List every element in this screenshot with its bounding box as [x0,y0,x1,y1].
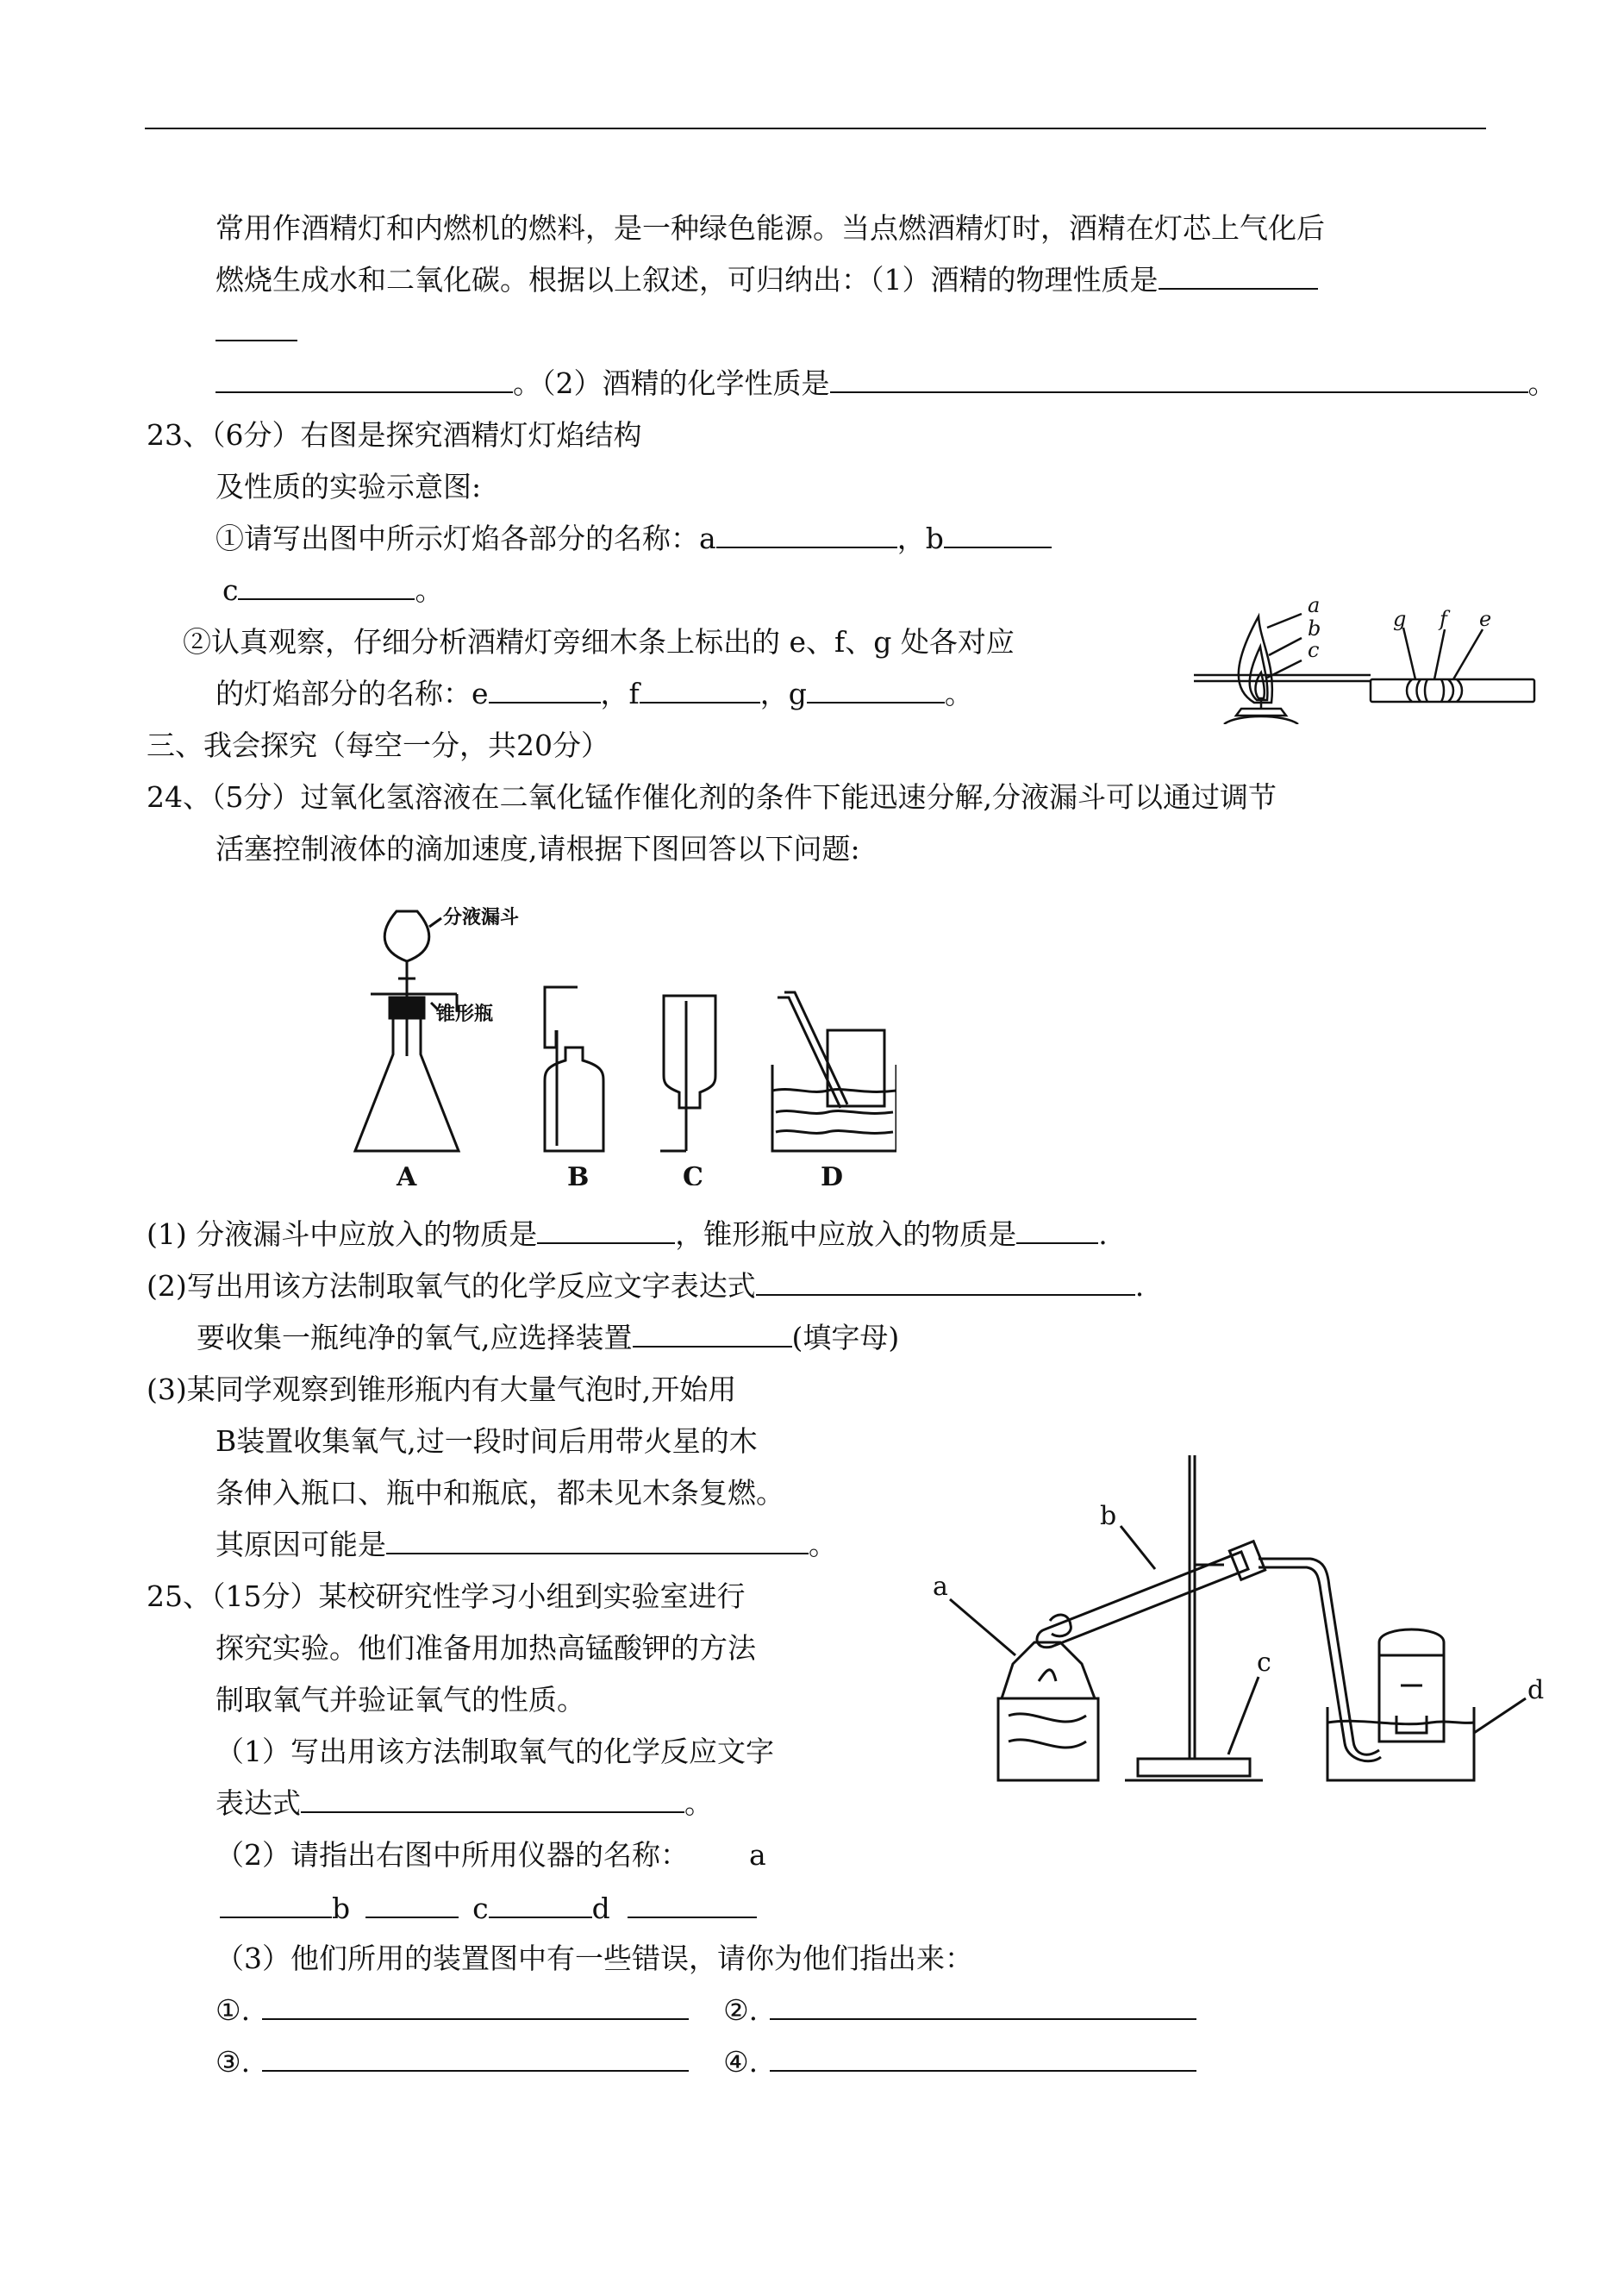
text-line: 活塞控制液体的滴加速度,请根据下图回答以下问题: [215,832,860,866]
answer-blank[interactable] [770,1992,1196,2020]
answer-blank[interactable] [716,521,897,548]
label-f: f [1440,607,1447,631]
answer-blank[interactable] [220,1891,332,1918]
label-C: C [683,1162,703,1185]
label-a: a [1308,595,1321,617]
answer-blank[interactable] [830,366,1528,393]
text-line: ①请写出图中所示灯焰各部分的名称：a ，b [215,520,1052,558]
text-line: ②认真观察，仔细分析酒精灯旁细木条上标出的 e、f、g 处各对应 [183,625,1015,659]
apparatus-abcd-figure [345,901,896,1185]
inner-flame [1255,672,1264,698]
answer-blank[interactable] [238,572,415,600]
text-line: 及性质的实验示意图: [215,470,482,503]
text-line: 要收集一瓶纯净的氧气,应选择装置 (填字母) [197,1321,900,1354]
apparatus-b [545,987,603,1151]
label-flask: 锥形瓶 [436,1003,494,1025]
text-line: （2）请指出右图中所用仪器的名称： a [215,1838,766,1872]
kmno4-apparatus-figure [931,1448,1552,1785]
label-c: c [1308,638,1320,662]
label-D: D [821,1162,844,1185]
question-23-title: 23、（6分）右图是探究酒精灯灯焰结构 [147,418,642,452]
text-line: (2)写出用该方法制取氧气的化学反应文字表达式 . [147,1269,1145,1303]
label-B: B [567,1162,590,1185]
label-funnel: 分液漏斗 [443,906,520,929]
answer-blank[interactable] [1159,262,1318,290]
answer-blank[interactable] [537,1216,675,1244]
answer-blank[interactable] [215,314,297,341]
answer-blank[interactable] [489,676,601,704]
text-line: 其原因可能是 。 [215,1528,837,1561]
question-25-title: 25、（15分）某校研究性学习小组到实验室进行 [147,1579,746,1613]
label-b: b [1100,1501,1117,1531]
answer-blank[interactable] [386,1527,809,1554]
answer-blank[interactable] [215,366,513,393]
answer-blank[interactable] [301,1785,684,1813]
text-line: (3)某同学观察到锥形瓶内有大量气泡时,开始用 [147,1373,737,1406]
section-3-heading: 三、我会探究（每空一分，共20分） [147,729,609,762]
label-b: b [1308,616,1321,641]
answer-blank[interactable] [262,2044,689,2072]
text-line: 常用作酒精灯和内燃机的燃料，是一种绿色能源。当点燃酒精灯时，酒精在灯芯上气化后 [215,211,1325,245]
apparatus-c [660,996,715,1151]
header-rule [145,128,1486,129]
text-line: （3）他们所用的装置图中有一些错误，请你为他们指出来： [215,1942,973,1975]
text-line: 表达式 。 [215,1786,713,1820]
answer-blank[interactable] [628,1891,757,1918]
text-line: 的灯焰部分的名称：e ，f ，g 。 [215,677,973,710]
text-line: 燃烧生成水和二氧化碳。根据以上叙述，可归纳出：（1）酒精的物理性质是 [215,261,1318,299]
label-e: e [1479,607,1492,631]
text-line: B装置收集氧气,过一段时间后用带火星的木 [215,1424,758,1458]
label-A: A [397,1162,417,1185]
flame-structure-figure [1190,595,1552,724]
answer-blank[interactable] [640,676,760,704]
answer-blank[interactable] [489,1891,592,1918]
text-line [215,313,297,351]
text-line: c 。 [222,573,444,607]
label-g: g [1393,607,1407,631]
text-line: 条伸入瓶口、瓶中和瓶底，都未见木条复燃。 [215,1476,784,1510]
question-24-title: 24、（5分）过氧化氢溶液在二氧化锰作催化剂的条件下能迅速分解,分液漏斗可以通过调节 [147,780,1277,814]
text-line: 探究实验。他们准备用加热高锰酸钾的方法 [215,1631,756,1665]
label-c: c [1257,1648,1271,1678]
text-line: ③. ④. [215,2043,1196,2081]
answer-blank[interactable] [262,1992,689,2020]
text-line: 制取氧气并验证氧气的性质。 [215,1683,585,1717]
text-line: b c d [220,1890,757,1928]
apparatus-d [772,992,896,1151]
label-a: a [933,1572,948,1602]
text-line: 。（2）酒精的化学性质是 。 [215,365,1557,403]
text-line: (1) 分液漏斗中应放入的物质是 ，锥形瓶中应放入的物质是 . [147,1217,1108,1251]
answer-blank[interactable] [633,1320,792,1348]
answer-blank[interactable] [365,1891,459,1918]
answer-blank[interactable] [807,676,945,704]
answer-blank[interactable] [1016,1216,1098,1244]
apparatus-a [355,911,459,1151]
answer-blank[interactable] [756,1268,1135,1296]
label-d: d [1527,1675,1545,1705]
answer-blank[interactable] [770,2044,1196,2072]
text-line: ①. ②. [215,1992,1196,2029]
answer-blank[interactable] [944,521,1052,548]
text-line: （1）写出用该方法制取氧气的化学反应文字 [215,1735,774,1768]
